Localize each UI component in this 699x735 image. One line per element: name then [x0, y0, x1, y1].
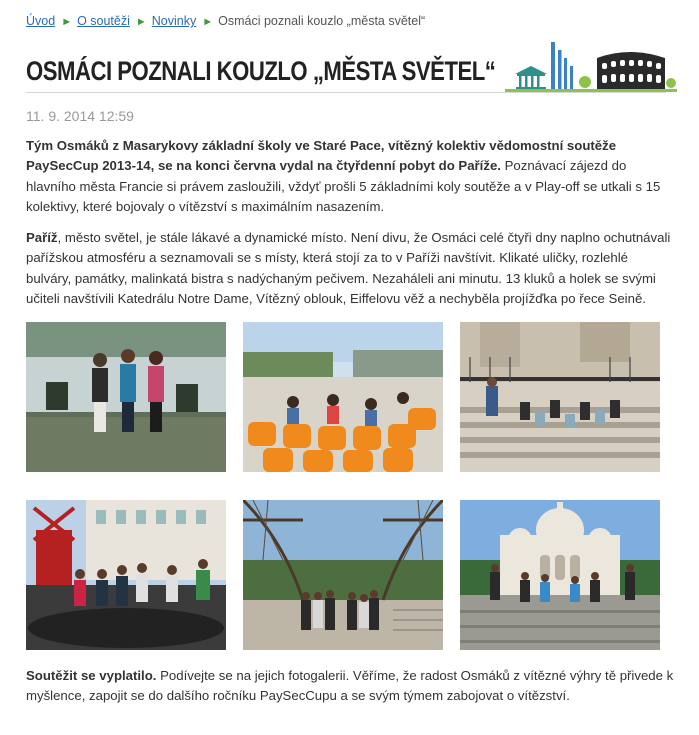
- photo-moulin-rouge-image: [26, 500, 226, 650]
- article-intro-paragraph: [26, 136, 676, 217]
- body-bold-text: Paříž: [26, 230, 58, 245]
- gallery-photo-park-fountain[interactable]: [26, 322, 226, 472]
- breadcrumb-link-news[interactable]: Novinky: [151, 14, 197, 28]
- photo-sacre-coeur-group-image: [460, 500, 660, 650]
- gallery-photo-sacre-coeur-steps[interactable]: [460, 322, 660, 472]
- intro-text: Poznávací zájezd do hlavního města Francie si právem zasloužili, vždyť prošli 5 základními koly soutěže a v Play-off se utkali s 15 kolektivy, které bojovaly o vítězství s maximálním nasazením.: [26, 158, 661, 214]
- photo-eiffel-tower-image: [243, 500, 443, 650]
- closing-text: Podívejte se na jejich fotogalerii. Věříme, že radost Osmáků z vítězné výhry tě přivede k myšlence, zapojit se do dalšího ročníku PaySecCupu a se svým týmem zabojovat o vítězství.: [26, 668, 674, 704]
- photo-sacre-coeur-steps-image: [460, 322, 660, 472]
- closing-bold-text: Soutěžit se vyplatilo.: [26, 668, 157, 683]
- breadcrumb: [26, 14, 425, 28]
- intro-bold-text: Tým Osmáků z Masarykovy základní školy ve Staré Pace, vítězný kolektiv vědomostní soutěže PaySecCup 2013-14, se na konci června vydal na čtyřdenní pobyt do Paříže.: [26, 138, 617, 174]
- gallery-photo-seine-boat[interactable]: [243, 322, 443, 472]
- breadcrumb-link-about[interactable]: O soutěži: [77, 14, 130, 28]
- breadcrumb-separator-icon: ►: [61, 16, 73, 28]
- breadcrumb-separator-icon: ►: [135, 16, 147, 28]
- page-title: OSMÁCI POZNALI KOUZLO „MĚSTA SVĚTEL“: [26, 56, 496, 86]
- article-closing-paragraph: [26, 666, 676, 707]
- photo-park-fountain-image: [26, 322, 226, 472]
- breadcrumb-link-home[interactable]: Úvod: [26, 14, 56, 28]
- gallery-photo-moulin-rouge[interactable]: [26, 500, 226, 650]
- gallery-photo-eiffel-tower[interactable]: [243, 500, 443, 650]
- landmarks-illustration-icon: [505, 36, 677, 94]
- breadcrumb-current: Osmáci poznali kouzlo „města světel“: [218, 14, 426, 28]
- gallery-photo-sacre-coeur-group[interactable]: [460, 500, 660, 650]
- article-body-paragraph: [26, 228, 676, 309]
- body-text: , město světel, je stále lákavé a dynamické místo. Není divu, že Osmáci celé čtyři dny naplno ochutnávali pařížskou atmosféru a seznamovali se s místy, která stojí za to v Paříži navštívit. Klikaté uličky, rozlehlé bulváry, památky, malinkatá bistra s nadýchaným pečivem. Nezaháleli ani minutu. 13 kluků a holek se svými učiteli navštívili Katedrálu Notre Dame, Vítězný oblouk, Eiffelovu věž a nechyběla projížďka po řece Seině.: [26, 230, 671, 306]
- photo-seine-boat-image: [243, 322, 443, 472]
- breadcrumb-separator-icon: ►: [202, 16, 214, 28]
- title-divider: [26, 92, 666, 93]
- article-date: 11. 9. 2014 12:59: [26, 108, 134, 124]
